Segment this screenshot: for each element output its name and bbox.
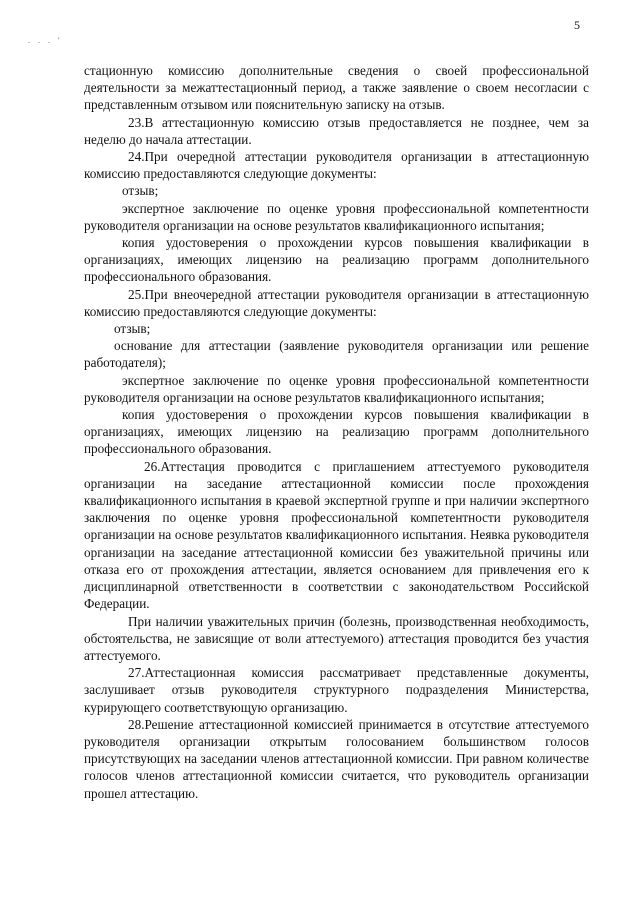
paragraph-23: 23.В аттестационную комиссию отзыв предоставляется не позднее, чем за неделю до начала аттестации. [84, 114, 589, 147]
p24-item-expert-conclusion: экспертное заключение по оценке уровня профессиональной компетентности руководителя организации на основе результатов квалификационного испытания; [84, 200, 589, 233]
paragraph-26: 26.Аттестация проводится с приглашением аттестуемого руководителя организации на заседание аттестационной комиссии после прохождения квалификационного испытания в краевой экспертной группе и при наличии экспертного заключения по оценке уровня профессиональной компетентности руководителя организации на основе результатов квалификационного испытания. Неявка руководителя организации на заседание аттестационной комиссии без уважительной причины или отказа его от прохождения аттестации, является основанием для привлечения его к дисциплинарной ответственности в соответствии с законодательством Российской Федерации. [84, 458, 589, 612]
document-body [84, 62, 589, 802]
paragraph-24: 24.При очередной аттестации руководителя организации в аттестационную комиссию предоставляются следующие документы: [84, 149, 589, 182]
p24-item-review: отзыв; [122, 183, 159, 199]
p25-item-expert-conclusion: экспертное заключение по оценке уровня профессиональной компетентности руководителя организации на основе результатов квалификационного испытания; [84, 372, 589, 405]
paragraph-27: 27.Аттестационная комиссия рассматривает представленные документы, заслушивает отзыв руководителя структурного подразделения Министерства, курирующего соответствующую организацию. [84, 665, 589, 715]
paragraph-28: 28.Решение аттестационной комиссией принимается в отсутствие аттестуемого руководителя организации открытым голосованием большинством голосов присутствующих на заседании членов аттестационной комиссии. При равном количестве голосов членов аттестационной комиссии считается, что руководитель организации прошел аттестацию. [84, 716, 589, 801]
p25-item-grounds: основание для аттестации (заявление руководителя организации или решение работодателя); [84, 338, 589, 371]
p25-item-certificate-copy: копия удостоверения о прохождении курсов повышения квалификации в организациях, имеющих лицензию на реализацию программ дополнительного профессионального образования. [84, 407, 589, 457]
p25-item-review: отзыв; [114, 321, 151, 337]
paragraph-26-continued: При наличии уважительных причин (болезнь, производственная необходимость, обстоятельства, не зависящие от воли аттестуемого) аттестация проводится без участия аттестуемого. [84, 613, 589, 663]
paragraph-continuation: стационную комиссию дополнительные сведения о своей профессиональной деятельности за межаттестационный период, а также заявление о своем несогласии с представленным отзывом или пояснительную записку на отзыв. [84, 63, 589, 113]
page-number: 5 [574, 18, 580, 32]
paragraph-25: 25.При внеочередной аттестации руководителя организации в аттестационную комиссию предоставляются следующие документы: [84, 286, 589, 319]
p24-item-certificate-copy: копия удостоверения о прохождении курсов повышения квалификации в организациях, имеющих лицензию на реализацию программ дополнительного профессионального образования. [84, 235, 589, 285]
scan-artifact-marks: . . . ' [28, 36, 63, 45]
